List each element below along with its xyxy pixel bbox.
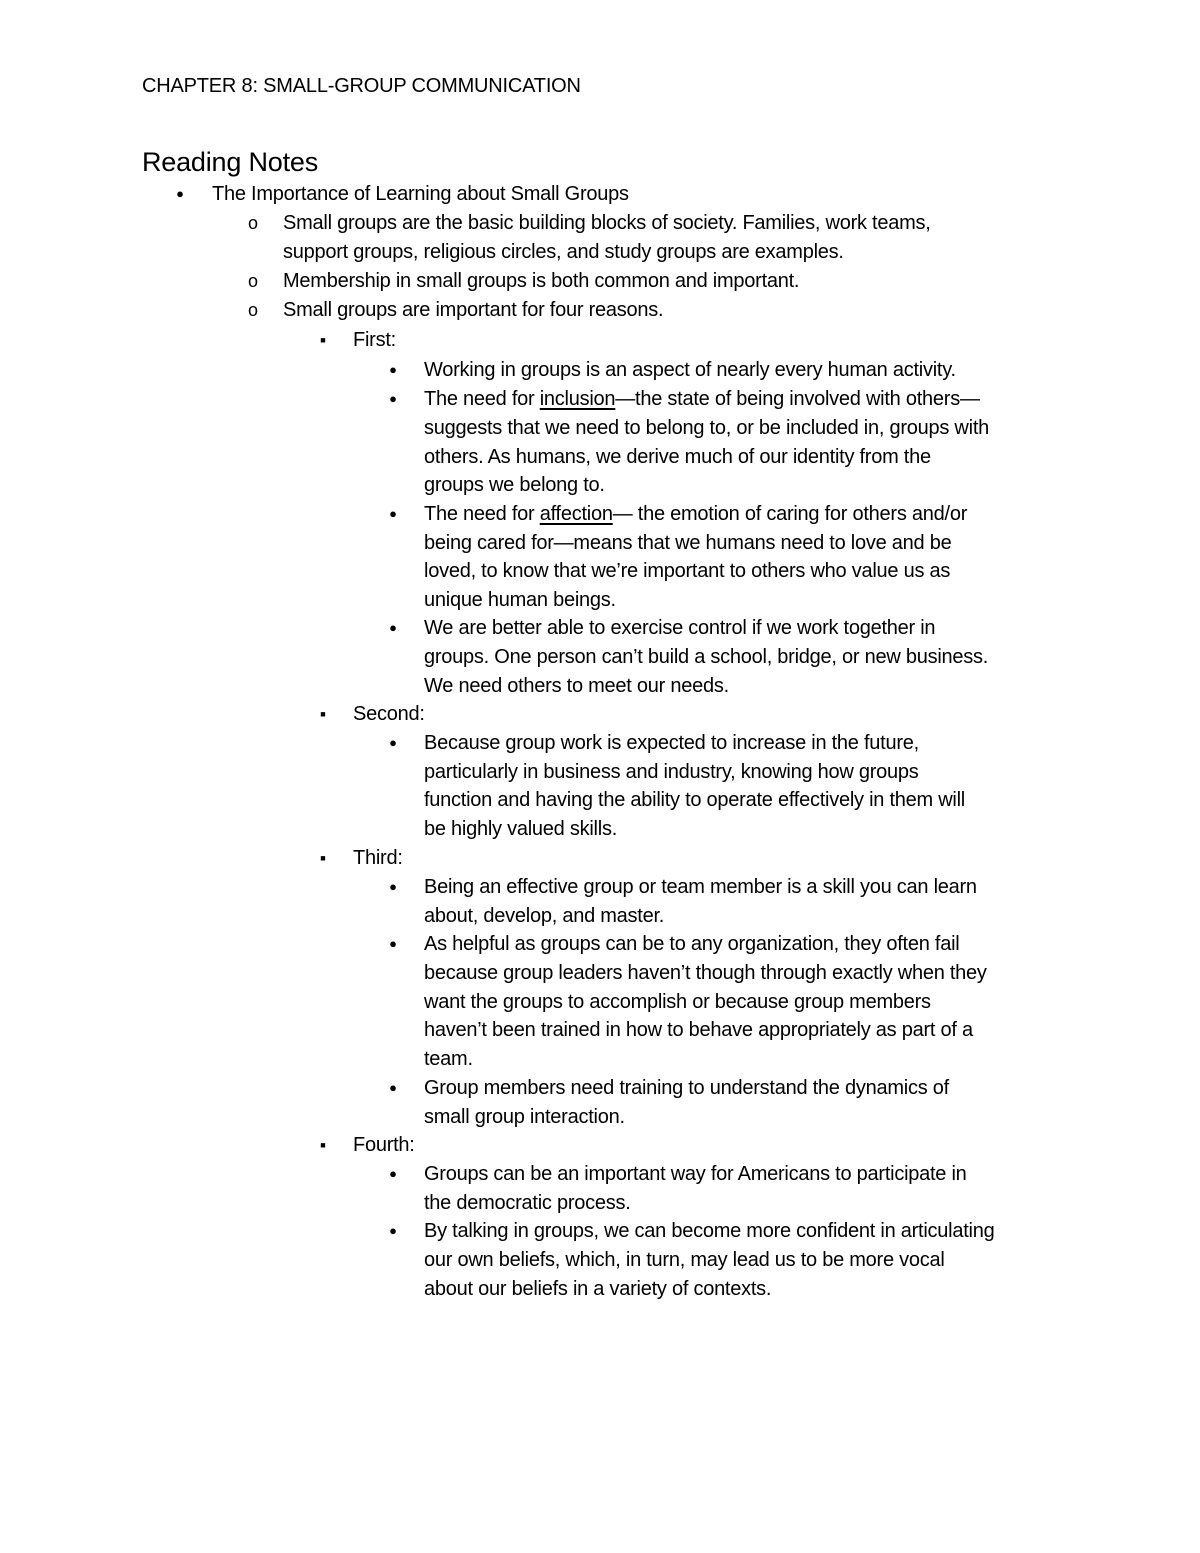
list-item-line: Membership in small groups is both common and important. xyxy=(283,270,800,292)
page-title: Reading Notes xyxy=(142,147,319,177)
list-item-line: the democratic process. xyxy=(424,1192,631,1214)
list-item-line: groups. One person can’t build a school, bridge, or new business. xyxy=(424,646,989,668)
bullet-circle-icon: o xyxy=(247,213,258,233)
section-heading: The Importance of Learning about Small Groups xyxy=(212,183,629,205)
list-item-line: unique human beings. xyxy=(424,589,616,611)
term-affection: affection xyxy=(539,503,613,525)
list-item-line: Being an effective group or team member is a skill you can learn xyxy=(424,876,977,898)
list-item-line: function and having the ability to operate effectively in them will xyxy=(424,789,965,811)
bullet-disc-icon: ● xyxy=(389,1223,397,1238)
list-item-line: being cared for—means that we humans need to love and be xyxy=(424,532,952,554)
bullet-circle-icon: o xyxy=(247,300,258,320)
bullet-disc-icon: ● xyxy=(389,362,397,377)
list-item-line: Group members need training to understand the dynamics of xyxy=(424,1077,949,1099)
reason-label-fourth: Fourth: xyxy=(353,1134,415,1156)
list-item-line: particularly in business and industry, knowing how groups xyxy=(424,761,919,783)
list-item-line: be highly valued skills. xyxy=(424,818,617,840)
bullet-square-icon: ■ xyxy=(320,335,326,345)
list-item-line: because group leaders haven’t though through exactly when they xyxy=(424,962,987,984)
bullet-disc-icon: ● xyxy=(389,735,397,750)
list-item-line: groups we belong to. xyxy=(424,474,605,496)
bullet-disc-icon: ● xyxy=(389,879,397,894)
bullet-circle-icon: o xyxy=(247,271,258,291)
bullet-disc-icon: ● xyxy=(389,936,397,951)
list-item-line: loved, to know that we’re important to others who value us as xyxy=(424,560,951,582)
reason-label-second: Second: xyxy=(353,703,425,725)
list-item-line: about our beliefs in a variety of contexts. xyxy=(424,1278,772,1300)
bullet-square-icon: ■ xyxy=(320,853,326,863)
list-item-line: The need for inclusion—the state of being involved with others— xyxy=(424,388,980,410)
list-item-line: Groups can be an important way for Americans to participate in xyxy=(424,1163,967,1185)
list-item-line: We need others to meet our needs. xyxy=(424,675,729,697)
chapter-header: CHAPTER 8: SMALL-GROUP COMMUNICATION xyxy=(142,75,581,97)
reason-label-first: First: xyxy=(353,329,396,351)
bullet-square-icon: ■ xyxy=(320,1140,326,1150)
list-item-line: our own beliefs, which, in turn, may lead us to be more vocal xyxy=(424,1249,945,1271)
list-item-line: want the groups to accomplish or because group members xyxy=(424,991,931,1013)
list-item-line: support groups, religious circles, and study groups are examples. xyxy=(283,241,844,263)
list-item-line: As helpful as groups can be to any organization, they often fail xyxy=(424,933,960,955)
list-item-line: others. As humans, we derive much of our identity from the xyxy=(424,446,931,468)
list-item-line: Because group work is expected to increase in the future, xyxy=(424,732,919,754)
list-item-line: small group interaction. xyxy=(424,1106,625,1128)
reason-label-third: Third: xyxy=(353,847,403,869)
list-item-line: By talking in groups, we can become more confident in articulating xyxy=(424,1220,995,1242)
bullet-disc-icon: ● xyxy=(389,506,397,521)
bullet-disc-icon: ● xyxy=(389,1166,397,1181)
list-item-line: We are better able to exercise control if we work together in xyxy=(424,617,936,639)
list-item-line: Working in groups is an aspect of nearly every human activity. xyxy=(424,359,956,381)
list-item-line: Small groups are the basic building blocks of society. Families, work teams, xyxy=(283,212,931,234)
bullet-disc-icon: ● xyxy=(389,1080,397,1095)
term-inclusion: inclusion xyxy=(539,388,616,410)
list-item-line: Small groups are important for four reasons. xyxy=(283,299,664,321)
list-item-line: suggests that we need to belong to, or be included in, groups with xyxy=(424,417,989,439)
bullet-disc-icon: ● xyxy=(176,186,184,201)
bullet-disc-icon: ● xyxy=(389,391,397,406)
bullet-square-icon: ■ xyxy=(320,709,326,719)
list-item-line: about, develop, and master. xyxy=(424,905,665,927)
list-item-line: The need for affection— the emotion of caring for others and/or xyxy=(424,503,968,525)
list-item-line: team. xyxy=(424,1048,473,1070)
bullet-disc-icon: ● xyxy=(389,620,397,635)
list-item-line: haven’t been trained in how to behave appropriately as part of a xyxy=(424,1019,973,1041)
